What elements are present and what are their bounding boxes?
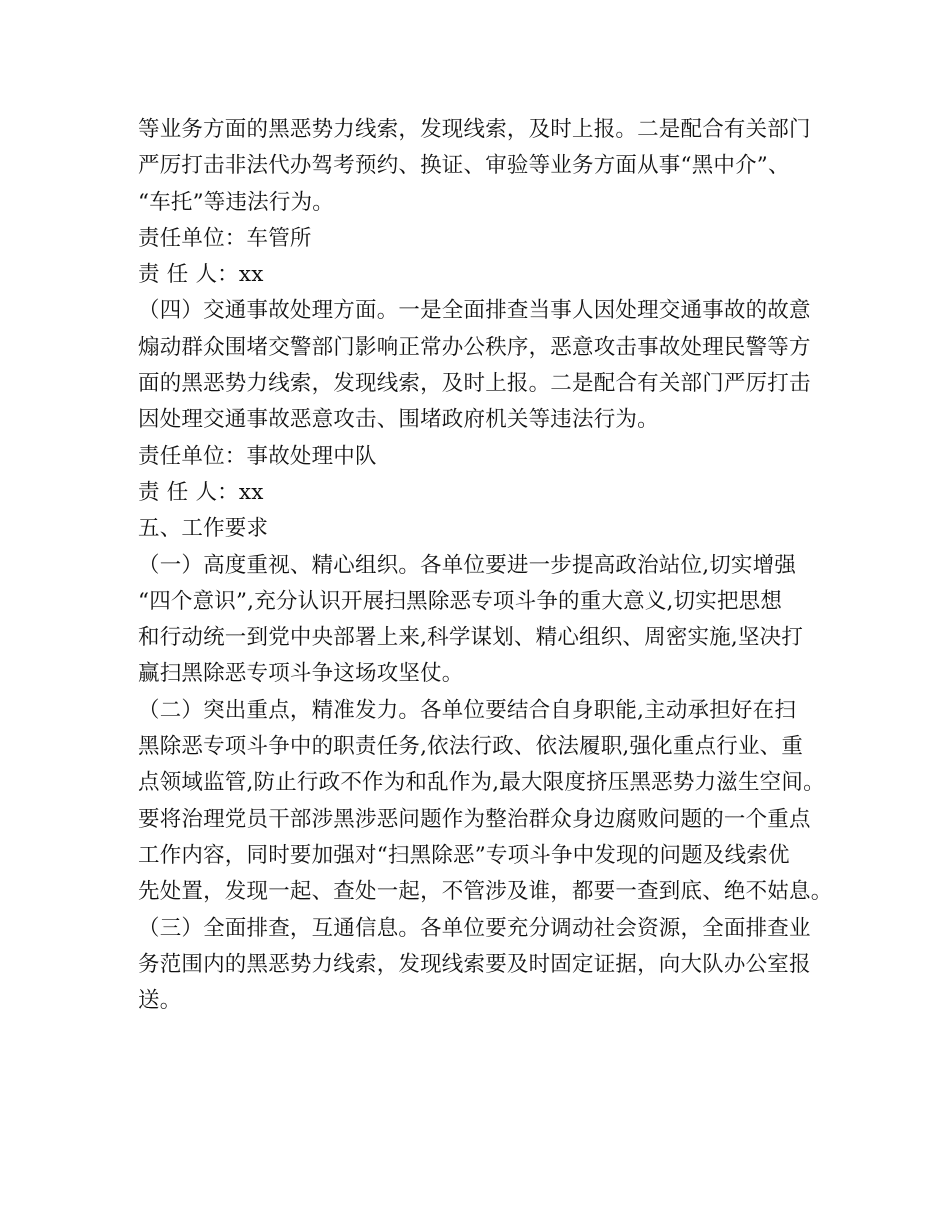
- text-line: 严厉打击非法代办驾考预约、换证、审验等业务方面从事“黑中介”、: [138, 153, 790, 179]
- responsible-unit-line: 责任单位：事故处理中队: [138, 443, 377, 469]
- text-line: 黑除恶专项斗争中的职责任务,依法行政、依法履职,强化重点行业、重: [138, 734, 804, 760]
- text-line: 因处理交通事故恶意攻击、围堵政府机关等违法行为。: [138, 407, 659, 433]
- text-line: “四个意识”,充分认识开展扫黑除恶专项斗争的重大意义,切实把思想: [138, 588, 783, 614]
- text-line: 面的黑恶势力线索，发现线索，及时上报。二是配合有关部门严厉打击: [138, 371, 811, 397]
- text-line: 煽动群众围堵交警部门影响正常办公秩序，恶意攻击事故处理民警等方: [138, 334, 811, 360]
- text-line: 工作内容，同时要加强对“扫黑除恶”专项斗争中发现的问题及线索优: [138, 842, 790, 868]
- responsible-unit-line: 责任单位：车管所: [138, 225, 312, 251]
- text-line: 务范围内的黑恶势力线索，发现线索要及时固定证据，向大队办公室报: [138, 951, 811, 977]
- responsible-person-line: 责 任 人：xx: [138, 479, 264, 505]
- section-heading-line: （二）突出重点，精准发力。各单位要结合自身职能,主动承担好在扫: [138, 697, 797, 723]
- text-line: 和行动统一到党中央部署上来,科学谋划、精心组织、周密实施,坚决打: [138, 625, 804, 651]
- text-line: 点领域监管,防止行政不作为和乱作为,最大限度挤压黑恶势力滋生空间。: [138, 770, 825, 796]
- text-line: “车托”等违法行为。: [138, 189, 334, 215]
- section-heading-line: （四）交通事故处理方面。一是全面排查当事人因处理交通事故的故意: [138, 298, 811, 324]
- text-line: 等业务方面的黑恶势力线索，发现线索，及时上报。二是配合有关部门: [138, 117, 811, 142]
- section-title: 五、工作要求: [138, 516, 269, 542]
- section-heading-line: （一）高度重视、精心组织。各单位要进一步提高政治站位,切实增强: [138, 552, 797, 578]
- text-line: 要将治理党员干部涉黑涉恶问题作为整治群众身边腐败问题的一个重点: [138, 806, 811, 832]
- document-page: [138, 112, 833, 1019]
- responsible-person-line: 责 任 人：xx: [138, 262, 264, 288]
- text-line: 赢扫黑除恶专项斗争这场攻坚仗。: [138, 661, 464, 687]
- text-line: 送。: [138, 988, 182, 1014]
- section-heading-line: （三）全面排查，互通信息。各单位要充分调动社会资源，全面排查业: [138, 915, 811, 941]
- text-line: 先处置，发现一起、查处一起，不管涉及谁，都要一查到底、绝不姑息。: [138, 879, 833, 905]
